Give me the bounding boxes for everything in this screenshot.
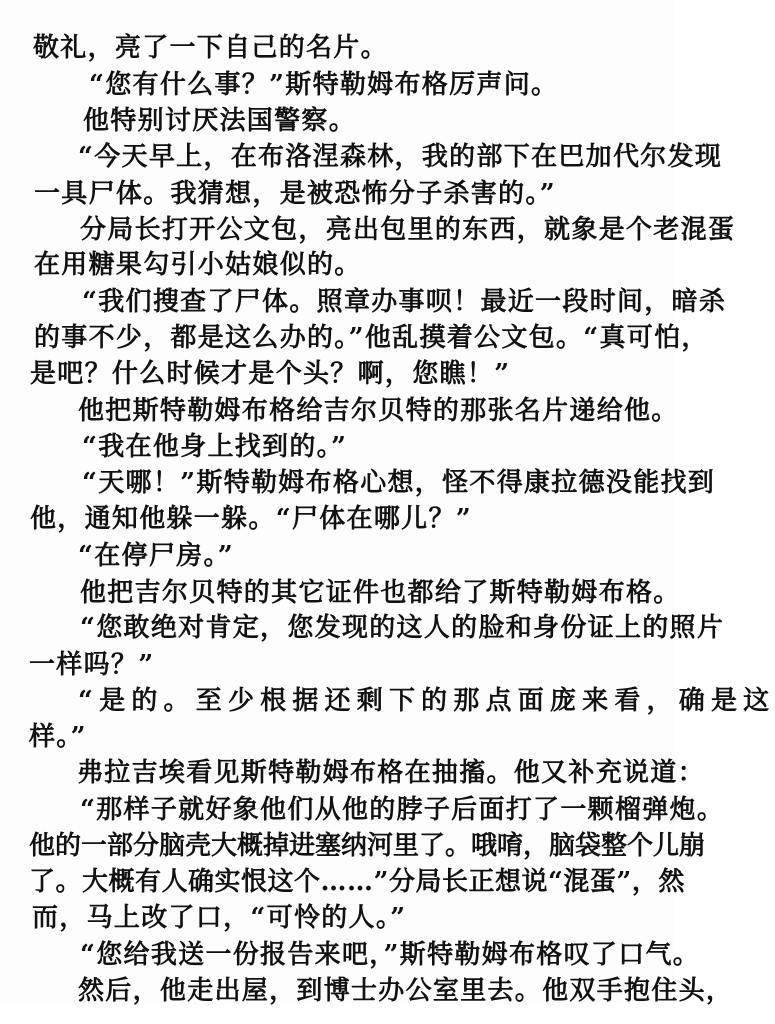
text-line: 他把吉尔贝特的其它证件也都给了斯特勒姆布格。	[80, 578, 681, 608]
text-line: 样。”	[29, 722, 87, 752]
text-line: 在用糖果勾引小姑娘似的。	[34, 250, 362, 280]
text-line: “我在他身上找到的。”	[82, 432, 348, 462]
text-line: “在停尸房。”	[78, 541, 235, 571]
text-line: 了。大概有人确实恨这个……”分局长正想说“混蛋”，然	[29, 867, 685, 897]
text-line: 他特别讨厌法国警察。	[83, 106, 357, 136]
text-line: 分局长打开公文包，亮出包里的东西，就象是个老混蛋	[80, 215, 736, 245]
text-line: “您给我送一份报告来吧，”斯特勒姆布格叹了口气。	[80, 940, 701, 970]
text-line: “今天早上，在布洛涅森林，我的部下在巴加代尔发现	[78, 142, 723, 172]
text-line: 他，通知他躲一躲。“尸体在哪儿？”	[30, 504, 473, 534]
text-line: 是吧？什么时候才是个头？啊，您瞧！”	[30, 359, 511, 389]
text-line: 敬礼，亮了一下自己的名片。	[33, 33, 388, 63]
text-line: 而，马上改了口，“可怜的人。”	[32, 903, 407, 933]
text-line: 的事不少，都是这么办的。”他乱摸着公文包。“真可怕，	[34, 323, 709, 353]
text-line: “那样子就好象他们从他的脖子后面打了一颗榴弹炮。	[80, 795, 725, 825]
text-line: “是的。至少根据还剩下的那点面庞来看，确是这	[78, 686, 775, 716]
text-line: 一具尸体。我猜想，是被恐怖分子杀害的。”	[34, 179, 556, 209]
text-line: “您有什么事？”斯特勒姆布格厉声问。	[89, 70, 559, 100]
text-line: 一样吗？”	[29, 650, 155, 680]
text-line: 弗拉吉埃看见斯特勒姆布格在抽搐。他又补充说道：	[77, 758, 705, 788]
text-line: “我们搜查了尸体。照章办事呗！最近一段时间，暗杀	[82, 287, 727, 317]
text-line: 然后，他走出屋，到博士办公室里去。他双手抱住头，	[78, 976, 734, 1006]
text-line: 他把斯特勒姆布格给吉尔贝特的那张名片递给他。	[78, 396, 679, 426]
text-line: “天哪！”斯特勒姆布格心想，怪不得康拉德没能找到	[82, 468, 716, 498]
text-line: 他的一部分脑壳大概掉进塞纳河里了。哦唷，脑袋整个儿崩	[29, 831, 706, 861]
text-line: “您敢绝对肯定，您发现的这人的脸和身份证上的照片	[80, 613, 725, 643]
